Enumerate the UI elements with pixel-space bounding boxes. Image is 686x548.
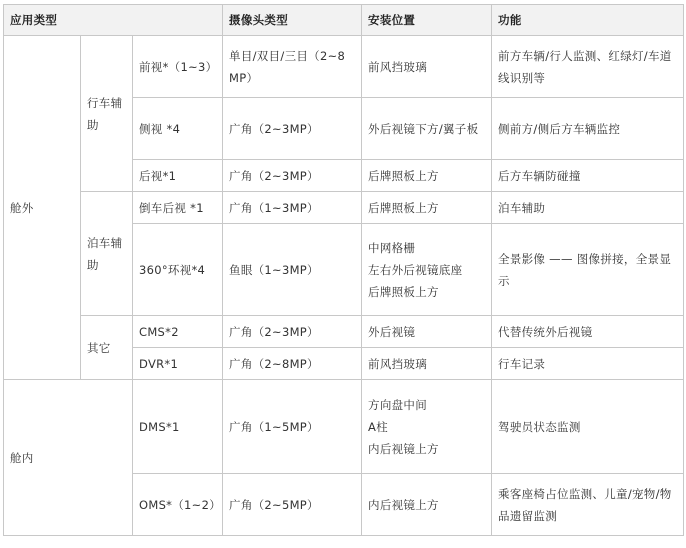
cell-location: 外后视镜下方/翼子板 (362, 98, 492, 160)
location-line: 中网格栅 (368, 240, 416, 255)
table-row (4, 192, 684, 224)
location-line: 后牌照板上方 (368, 284, 439, 299)
cell-location: 外后视镜 (362, 316, 492, 348)
cell-spec: 鱼眼（1~3MP） (223, 224, 362, 316)
cell-camera: DMS*1 (133, 380, 223, 474)
header-camera-type: 摄像头类型 (223, 5, 362, 36)
cell-location: 后牌照板上方 (362, 160, 492, 192)
header-install-location: 安装位置 (362, 5, 492, 36)
location-line: 左右外后视镜底座 (368, 262, 463, 277)
cell-location: 内后视镜上方 (362, 474, 492, 536)
group-outside: 舱外 (4, 36, 81, 380)
header-function: 功能 (492, 5, 684, 36)
camera-table (3, 4, 684, 536)
cell-location: 后牌照板上方 (362, 192, 492, 224)
cell-camera: DVR*1 (133, 348, 223, 380)
group-inside: 舱内 (4, 380, 133, 536)
cell-spec: 广角（1~3MP） (223, 192, 362, 224)
cell-camera: 360°环视*4 (133, 224, 223, 316)
cell-function: 行车记录 (492, 348, 684, 380)
table-row (4, 316, 684, 348)
cell-camera: OMS*（1~2） (133, 474, 223, 536)
cell-camera: 前视*（1~3） (133, 36, 223, 98)
subgroup-parking-assist: 泊车辅助 (81, 192, 133, 316)
cell-camera: 倒车后视 *1 (133, 192, 223, 224)
cell-camera: 后视*1 (133, 160, 223, 192)
cell-function: 代替传统外后视镜 (492, 316, 684, 348)
header-row (4, 5, 684, 36)
cell-camera: 侧视 *4 (133, 98, 223, 160)
cell-function: 前方车辆/行人监测、红绿灯/车道线识别等 (492, 36, 684, 98)
cell-spec: 广角（2~3MP） (223, 316, 362, 348)
subgroup-other: 其它 (81, 316, 133, 380)
cell-spec: 广角（1~5MP） (223, 380, 362, 474)
cell-spec: 广角（2~8MP） (223, 348, 362, 380)
table-row (4, 380, 684, 474)
subgroup-driving-assist: 行车辅助 (81, 36, 133, 192)
cell-camera: CMS*2 (133, 316, 223, 348)
cell-function: 全景影像 —— 图像拼接，全景显示 (492, 224, 684, 316)
cell-spec: 广角（2~3MP） (223, 98, 362, 160)
cell-function: 后方车辆防碰撞 (492, 160, 684, 192)
cell-location (362, 224, 492, 316)
location-line: 方向盘中间 (368, 397, 428, 412)
cell-spec: 广角（2~3MP） (223, 160, 362, 192)
cell-location: 前风挡玻璃 (362, 36, 492, 98)
location-line: A柱 (368, 419, 388, 434)
header-app-type: 应用类型 (4, 5, 223, 36)
cell-location (362, 380, 492, 474)
cell-location: 前风挡玻璃 (362, 348, 492, 380)
cell-function: 侧前方/侧后方车辆监控 (492, 98, 684, 160)
cell-function: 驾驶员状态监测 (492, 380, 684, 474)
location-line: 内后视镜上方 (368, 441, 439, 456)
cell-spec: 单目/双目/三目（2~8MP） (223, 36, 362, 98)
cell-spec: 广角（2~5MP） (223, 474, 362, 536)
cell-function: 乘客座椅占位监测、儿童/宠物/物品遗留监测 (492, 474, 684, 536)
cell-function: 泊车辅助 (492, 192, 684, 224)
table-row (4, 36, 684, 98)
